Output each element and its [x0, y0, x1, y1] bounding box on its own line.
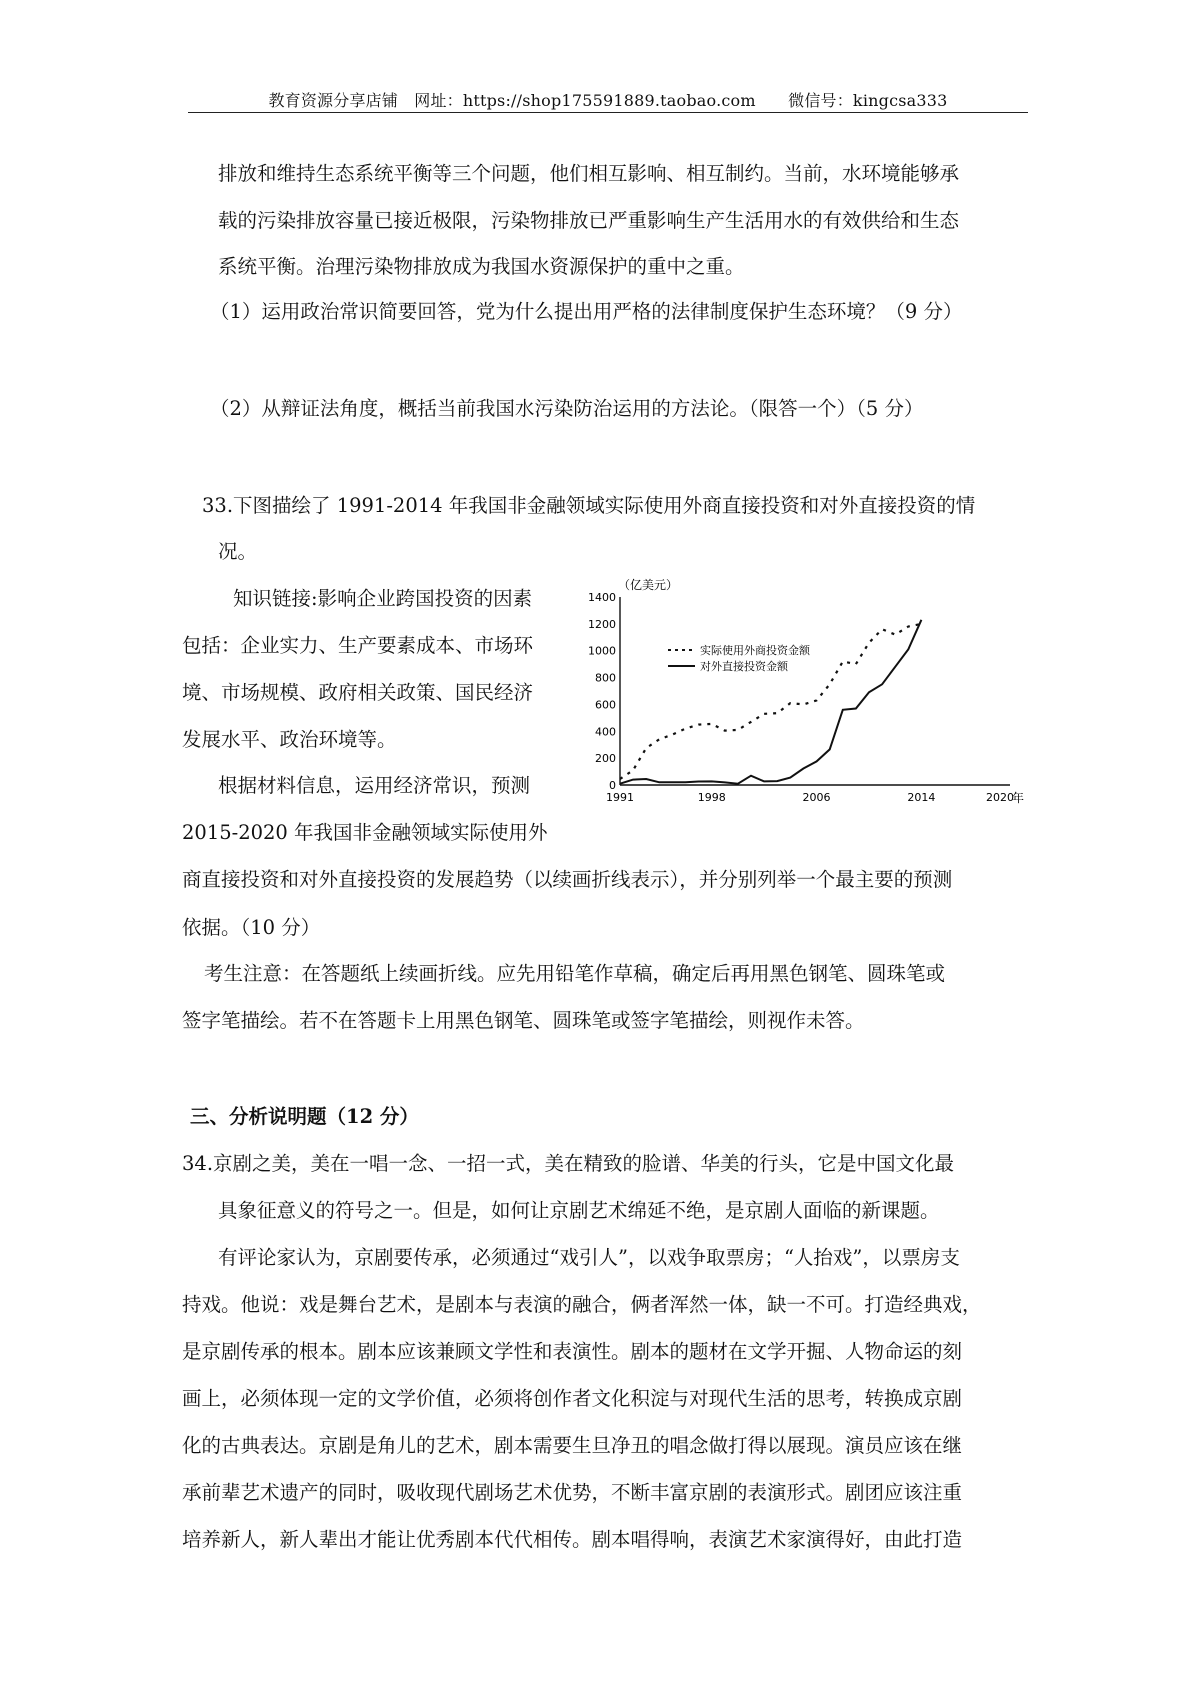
y-tick-label: 200 [595, 752, 616, 766]
paragraph-line: 载的污染排放容量已接近极限，污染物排放已严重影响生产生活用水的有效供给和生态 [218, 209, 960, 232]
y-tick-label: 0 [609, 779, 616, 792]
knowledge-link: 发展水平、政治环境等。 [182, 728, 397, 751]
y-tick-label: 600 [595, 698, 616, 712]
y-axis-ticks [588, 591, 616, 792]
material-paragraph: 承前辈艺术遗产的同时，吸收现代剧场艺术优势，不断丰富京剧的表演形式。剧团应该注重 [182, 1481, 963, 1504]
material-paragraph: 是京剧传承的根本。剧本应该兼顾文学性和表演性。剧本的题材在文学开掘、人物命运的刻 [182, 1340, 963, 1363]
x-axis-label: 年 [1012, 791, 1025, 805]
section-heading: 三、分析说明题（12 分） [190, 1105, 419, 1128]
exam-notice: 签字笔描绘。若不在答题卡上用黑色钢笔、圆珠笔或签字笔描绘，则视作未答。 [182, 1009, 865, 1032]
knowledge-link: 包括：企业实力、生产要素成本、市场环 [182, 634, 534, 657]
x-tick-label: 2014 [907, 791, 936, 804]
y-tick-label: 1000 [588, 644, 616, 658]
exam-notice: 考生注意：在答题纸上续画折线。应先用铅笔作草稿，确定后再用黑色钢笔、圆珠笔或 [204, 962, 946, 985]
y-axis-label: （亿美元） [618, 578, 679, 592]
header-text: 教育资源分享店铺 网址：https://shop175591889.taobao.com 微信号：kingcsa333 [268, 91, 948, 110]
x-tick-label: 2020 [986, 791, 1014, 804]
paragraph-line: 系统平衡。治理污染物排放成为我国水资源保护的重中之重。 [218, 255, 745, 278]
x-tick-label: 2006 [802, 791, 831, 804]
paragraph-line: 排放和维持生态系统平衡等三个问题，他们相互影响、相互制约。当前，水环境能够承 [218, 162, 960, 185]
question-2: （2）从辩证法角度，概括当前我国水污染防治运用的方法论。（限答一个）（5 分） [210, 397, 924, 420]
legend-label-fdi-out: 对外直接投资金额 [700, 660, 788, 673]
prediction-text: 根据材料信息，运用经济常识，预测 [218, 774, 531, 797]
x-tick-label: 1991 [606, 791, 634, 804]
y-tick-label: 400 [595, 725, 616, 739]
legend-label-fdi-in: 实际使用外商投资金额 [700, 644, 810, 657]
knowledge-link: 境、市场规模、政府相关政策、国民经济 [182, 681, 534, 704]
prediction-text: 依据。（10 分） [182, 916, 321, 939]
x-axis-ticks [606, 791, 1014, 804]
question-34: 具象征意义的符号之一。但是，如何让京剧艺术绵延不绝，是京剧人面临的新课题。 [218, 1199, 940, 1222]
question-1: （1）运用政治常识简要回答，党为什么提出用严格的法律制度保护生态环境？（9 分） [210, 300, 963, 323]
question-34: 34.京剧之美，美在一唱一念、一招一式，美在精致的脸谱、华美的行头，它是中国文化最 [182, 1152, 955, 1175]
question-33-cont: 况。 [218, 540, 258, 563]
y-tick-label: 1200 [588, 617, 616, 631]
y-tick-label: 800 [595, 671, 616, 685]
material-paragraph: 培养新人，新人辈出才能让优秀剧本代代相传。剧本唱得响，表演艺术家演得好，由此打造 [182, 1528, 963, 1551]
material-paragraph: 持戏。他说：戏是舞台艺术，是剧本与表演的融合，俩者浑然一体，缺一不可。打造经典戏， [182, 1293, 982, 1316]
x-tick-label: 1998 [697, 791, 726, 804]
question-33: 33.下图描绘了 1991-2014 年我国非金融领域实际使用外商直接投资和对外直接投资的情 [202, 494, 976, 517]
material-paragraph: 化的古典表达。京剧是角儿的艺术，剧本需要生旦净丑的唱念做打得以展现。演员应该在继 [182, 1434, 963, 1457]
investment-line-chart [560, 575, 1100, 815]
material-paragraph: 有评论家认为，京剧要传承，必须通过“戏引人”，以戏争取票房；“人抬戏”，以票房支 [218, 1246, 960, 1269]
knowledge-link: 知识链接:影响企业跨国投资的因素 [233, 587, 533, 610]
page-header [188, 86, 1028, 113]
prediction-text: 2015-2020 年我国非金融领域实际使用外 [182, 821, 548, 844]
y-tick-label: 1400 [588, 591, 616, 604]
material-paragraph: 画上，必须体现一定的文学价值，必须将创作者文化积淀与对现代生活的思考，转换成京剧 [182, 1387, 963, 1410]
legend [668, 643, 811, 673]
prediction-text: 商直接投资和对外直接投资的发展趋势（以续画折线表示），并分别列举一个最主要的预测 [182, 868, 953, 891]
